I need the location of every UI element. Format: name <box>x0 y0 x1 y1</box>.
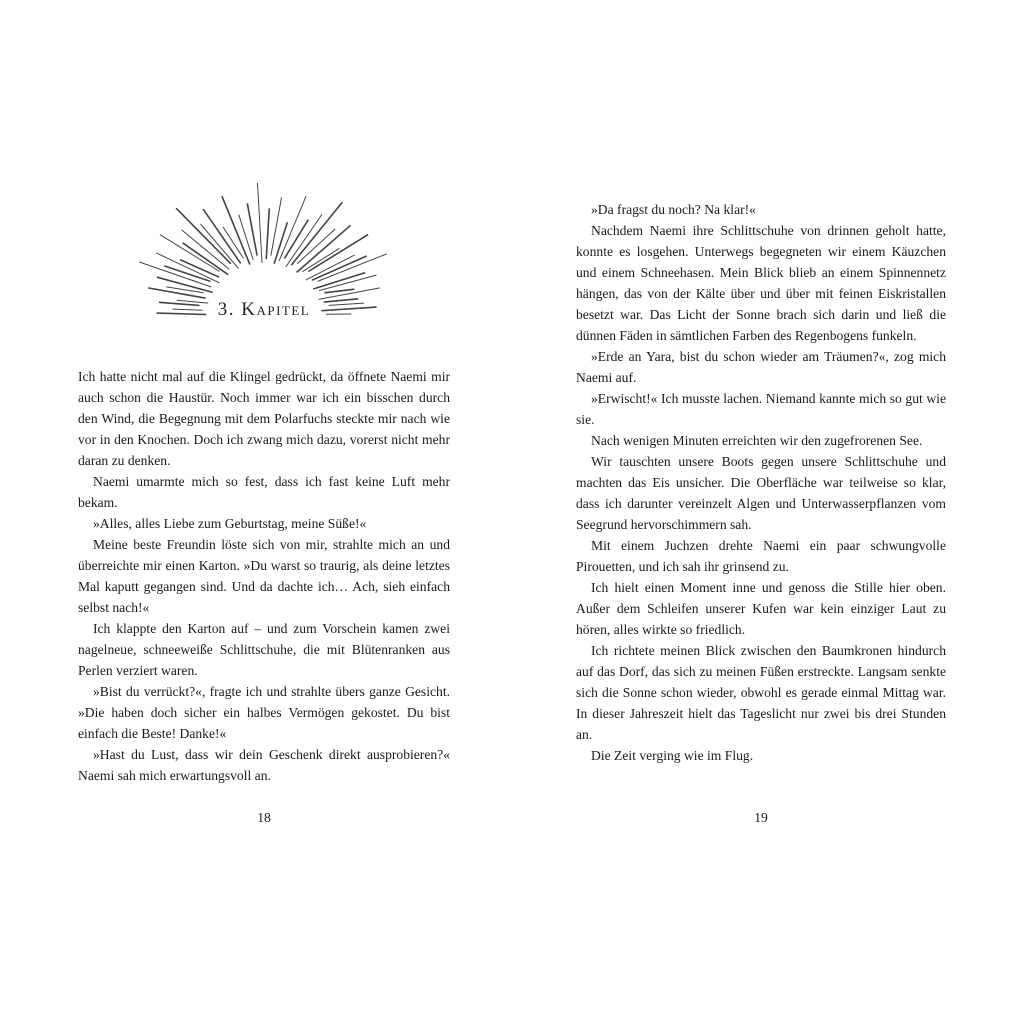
paragraph: Mit einem Juchzen drehte Naemi ein paar schwungvolle Pirouetten, und ich sah ihr grinsend zu. <box>576 538 946 574</box>
paragraph: Nach wenigen Minuten erreichten wir den zugefrorenen See. <box>591 433 923 448</box>
left-page <box>78 0 450 1024</box>
paragraph: »Hast du Lust, dass wir dein Geschenk direkt ausprobieren?« Naemi sah mich erwartungsvoll an. <box>78 747 450 783</box>
page-number: 18 <box>257 810 271 825</box>
paragraph: Ich richtete meinen Blick zwischen den Baumkronen hindurch auf das Dorf, das sich zu meinen Füßen erstreckte. Langsam senkte sich die Sonne schon wieder, obwohl es gerade einmal Mittag war. In dieser Jahreszeit hielt das Tageslicht nur zwei bis drei Stunden an. <box>576 643 946 742</box>
sunburst-ray <box>148 288 206 298</box>
sunburst-ray <box>139 262 211 287</box>
paragraph: »Erde an Yara, bist du schon wieder am Träumen?«, zog mich Naemi auf. <box>576 349 946 385</box>
sunburst-ray <box>286 214 322 267</box>
left-page-text <box>78 366 450 786</box>
chapter-title: 3. Kapitel <box>217 299 311 320</box>
paragraph: Naemi umarmte mich so fest, dass ich fast keine Luft mehr bekam. <box>78 474 450 510</box>
sunburst-ray <box>324 289 354 293</box>
paragraph: Wir tauschten unsere Boots gegen unsere Schlittschuhe und machten das Eis unsicher. Die Oberfläche war teilweise so klar, dass ich darunter vereinzelt Algen und Unterwasserpflanzen vom Seegrund hervorschimmern sah. <box>576 454 946 532</box>
paragraph: Die Zeit verging wie im Flug. <box>591 748 754 763</box>
sunburst-ray <box>313 273 365 289</box>
sunburst-ray <box>312 256 367 280</box>
paragraph: Meine beste Freundin löste sich von mir, strahlte mich an und überreichte mir einen Karton. »Du warst so traurig, als deine letztes Mal kaputt gegangen sind. Und da dachte ich… Ach, sieh einfach selbst nach!« <box>78 537 450 615</box>
paragraph: Nachdem Naemi ihre Schlittschuhe von drinnen geholt hatte, konnte es losgehen. Unterwegs begegneten wir einem Käuzchen und einem Schneehasen. Mein Blick blieb an einem Spinnennetz hängen, das von der Kälte über und über mit feinen Eiskristallen besetzt war. Das Licht der Sonne brach sich darin und ließ die dünnen Fäden in sämtlichen Farben des Regenbogens funkeln. <box>576 223 946 343</box>
page-number: 19 <box>754 810 768 825</box>
sunburst-ray <box>258 183 263 263</box>
sunburst-ray <box>183 243 229 275</box>
paragraph: »Da fragst du noch? Na klar!« <box>591 202 756 217</box>
paragraph: Ich hatte nicht mal auf die Klingel gedrückt, da öffnete Naemi mir auch schon die Haustür. Noch immer war ich ein bisschen durch den Wind, die Begegnung mit dem Polarfuchs steckte mir nach wie vor in den Knochen. Doch ich zwang mich dazu, vorerst nicht mehr daran zu denken. <box>78 369 450 468</box>
right-page-text <box>576 199 946 766</box>
sunburst-ray <box>247 203 257 255</box>
sunburst-ray <box>308 235 368 272</box>
right-page <box>576 0 946 1024</box>
paragraph: »Alles, alles Liebe zum Geburtstag, meine Süße!« <box>93 516 367 531</box>
sunburst-ray <box>180 260 219 278</box>
paragraph: Ich klappte den Karton auf – und zum Vorschein kamen zwei nagelneue, schneeweiße Schlittschuhe, die mit Blütenranken aus Perlen verziert waren. <box>78 621 450 678</box>
paragraph: »Bist du verrückt?«, fragte ich und strahlte übers ganze Gesicht. »Die haben doch sicher ein halbes Vermögen gekostet. Du bist einfach die Beste! Danke!« <box>78 684 450 741</box>
sunburst-ray <box>160 235 220 272</box>
sunburst-ray <box>266 208 269 259</box>
paragraph: »Erwischt!« Ich musste lachen. Niemand kannte mich so gut wie sie. <box>576 391 946 427</box>
paragraph: Ich hielt einen Moment inne und genoss die Stille hier oben. Außer dem Schleifen unserer Kufen war kein einziger Laut zu hören, alles wirkte so friedlich. <box>576 580 946 637</box>
